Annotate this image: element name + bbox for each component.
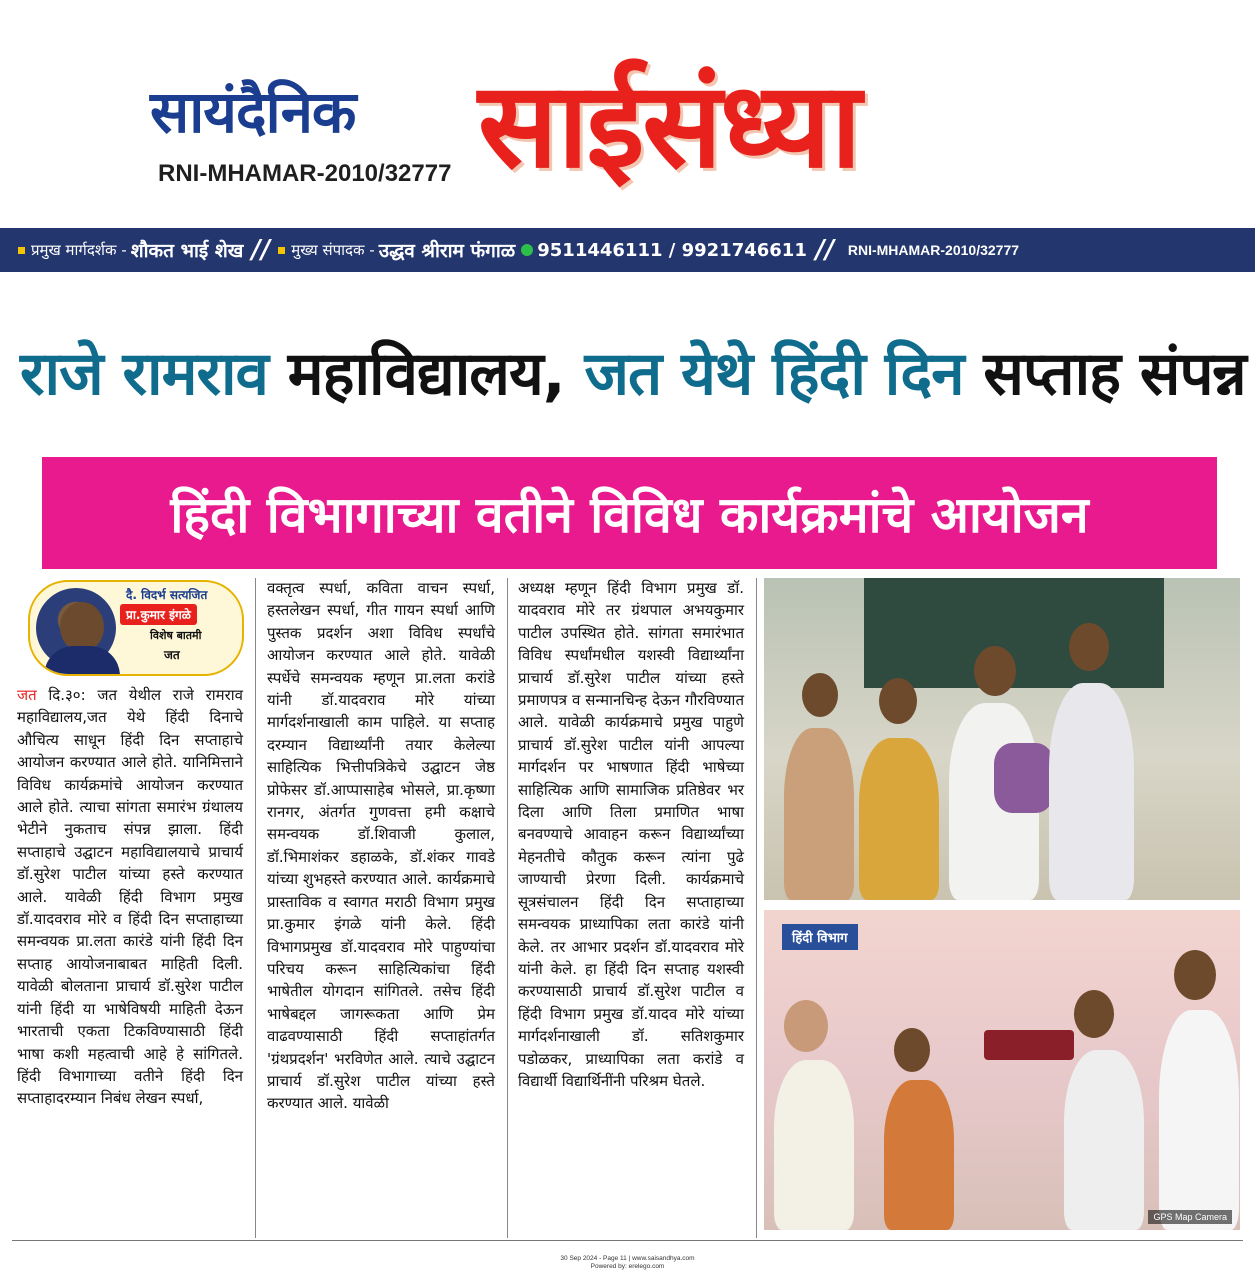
masthead-big-title: साईसंध्या [478, 56, 860, 194]
photo-person-head [802, 673, 838, 717]
event-photo-1 [764, 578, 1240, 900]
article-dateline: जत [17, 686, 37, 704]
article-column-1-text: दि.३०: जत येथील राजे रामराव महाविद्यालय,जत येथे हिंदी दिनाचे औचित्य साधून हिंदी दिन सप्ताहाचे आयोजन करण्यात आले होते. यानिमित्ताने विविध कार्यक्रमांचे आयोजन करण्यात आले होते. त्याचा सांगता समारंभ ग्रंथालय भेटीने नुकताच संपन्न झाला. हिंदी सप्ताहाचे उद्घाटन महाविद्यालयाचे प्राचार्य डॉ.सुरेश पाटील यांच्या हस्ते करण्यात आले. यावेळी हिंदी विभाग प्रमुख डॉ.यादवराव मोरे व हिंदी दिन सप्ताहाच्या समन्वयक प्रा.लता कारंडे यांनी हिंदी दिन सप्ताह आयोजनाबाबत माहिती दिली. यावेळी बोलताना प्राचार्य डॉ.सुरेश पाटील यांनी हिंदी या भाषेविषयी माहिती देऊन भारताची एकता टिकविण्यासाठी हिंदी भाषा कशी महत्वाची आहे हे सांगितले. हिंदी विभागाच्या वतीने हिंदी दिन सप्ताहादरम्यान निबंध लेखन स्पर्धा, [17, 686, 243, 1108]
guide-label: प्रमुख मार्गदर्शक - [31, 241, 127, 259]
photo-person-head [1174, 950, 1216, 1000]
bullet-icon [18, 247, 25, 254]
photo-person-head [894, 1028, 930, 1072]
editor-name: उद्धव श्रीराम फंगाळ [378, 240, 516, 262]
byline-paper: दै. विदर्भ सत्यजित [126, 588, 208, 602]
photo-person [1049, 683, 1134, 900]
photo-watermark: GPS Map Camera [1148, 1210, 1232, 1224]
headline-part-3: जत येथे हिंदी दिन [584, 339, 964, 409]
photo-sign: हिंदी विभाग [782, 924, 858, 950]
column-divider [756, 578, 757, 1238]
article-column-2 [267, 577, 495, 1115]
headline-part-4: सप्ताह संपन्न [983, 339, 1246, 409]
article-column-2-text: वक्तृत्व स्पर्धा, कविता वाचन स्पर्धा, हस्तलेखन स्पर्धा, गीत गायन स्पर्धा आणि पुस्तक प्रदर्शन अशा विविध स्पर्धांचे आयोजन करण्यात आले होते. यावेळी स्पर्धेचे समन्वयक म्हणून प्रा.लता करांडे यांनी डॉ.यादवराव मोरे यांच्या मार्गदर्शनाखाली काम पाहिले. या सप्ताह दरम्यान विद्यार्थ्यांनी तयार केलेल्या साहित्यिक भित्तीपत्रिकेचे उद्घाटन जेष्ठ प्रोफेसर डॉ.आप्पासाहेब भोसले, प्रा.कृष्णा रानगर, अंतर्गत गुणवत्ता हमी कक्षाचे समन्वयक डॉ.शिवाजी कुलाल, डॉ.भिमाशंकर डहाळके, डॉ.शंकर गावडे यांच्या शुभहस्ते करण्यात आले. कार्यक्रमाचे प्रास्ताविक व स्वागत मराठी विभाग प्रमुख प्रा.कुमार इंगळे यांनी केले. हिंदी विभागप्रमुख डॉ.यादवराव मोरे पाहुण्यांचा परिचय करून साहित्यिकांचा हिंदी भाषेतील योगदान सांगितले. तसेच हिंदी भाषेबद्दल जागरूकता आणि प्रेम वाढवण्यासाठी हिंदी सप्ताहांतर्गत 'ग्रंथप्रदर्शन' भरविणेत आले. त्याचे उद्घाटन प्राचार्य डॉ.सुरेश पाटील यांच्या हस्ते करण्यात आले. यावेळी [267, 579, 495, 1113]
bullet-icon [278, 247, 285, 254]
photo-person-head [784, 1000, 828, 1052]
photo-person [884, 1080, 954, 1230]
separator-icon: // [812, 235, 837, 265]
reporter-face [60, 602, 104, 652]
photo-ribbon [984, 1030, 1074, 1060]
photo-person [1159, 1010, 1239, 1230]
guide-segment [0, 237, 243, 263]
subheadline: हिंदी विभागाच्या वतीने विविध कार्यक्रमांचे आयोजन [170, 486, 1089, 544]
byline-reporter: प्रा.कुमार इंगळे [120, 604, 197, 625]
masthead [0, 0, 1255, 225]
editor-segment [278, 237, 807, 263]
footer-line-2: Powered by: erelego.com [590, 1263, 665, 1270]
separator-icon: // [248, 235, 273, 265]
byline-place: जत [164, 648, 180, 662]
subheadline-banner [42, 457, 1217, 569]
editor-label: मुख्य संपादक - [291, 241, 375, 259]
phone-numbers: 9511446111 / 9921746611 [537, 239, 807, 261]
reporter-byline [28, 580, 244, 676]
photo-person-head [974, 646, 1016, 696]
reporter-photo [36, 588, 116, 668]
masthead-small-title: सायंदैनिक [150, 78, 356, 146]
footer-line-1: 30 Sep 2024 - Page 11 | www.saisandhya.com [560, 1255, 695, 1262]
photo-person [774, 1060, 854, 1230]
photo-person [859, 738, 939, 900]
photo-person-head [1074, 990, 1114, 1038]
photo-person-head [879, 678, 917, 724]
strip-rni: RNI-MHAMAR-2010/32777 [847, 242, 1020, 258]
editorial-strip [0, 228, 1255, 272]
photo-person [1064, 1050, 1144, 1230]
article-column-3-text: अध्यक्ष म्हणून हिंदी विभाग प्रमुख डॉ. यादवराव मोरे तर ग्रंथपाल अभयकुमार पाटील उपस्थित होते. सांगता समारंभात विविध स्पर्धांमधील यशस्वी विद्यार्थ्यांना प्राचार्य डॉ.सुरेश पाटील यांच्या हस्ते प्रमाणपत्र व सन्मानचिन्ह देऊन गौरविण्यात आले. यावेळी कार्यक्रमाचे प्रमुख पाहुणे प्राचार्य डॉ.सुरेश पाटील यांनी आपल्या मार्गदर्शन पर भाषणात हिंदी भाषेच्या साहित्यिक आणि सामाजिक प्रतिष्ठेवर भर दिला आणि तिला प्रमाणित भाषा बनवण्याचे आवाहन करून विद्यार्थ्यांच्या मेहनतीचे कौतुक करून त्यांना पुढे जाण्याची प्रेरणा दिली. कार्यक्रमाचे सूत्रसंचालन हिंदी दिन सप्ताहाच्या समन्वयक प्राध्यापिका लता कारंडे यांनी केले. तर आभार प्रदर्शन डॉ.यादवराव मोरे यांनी केले. हा हिंदी दिन सप्ताह यशस्वी करण्यासाठी प्राचार्य डॉ.सुरेश पाटील व हिंदी विभाग प्रमुख डॉ.यादव मोरे यांच्या मार्गदर्शनाखाली डॉ. सतिशकुमार पडोळकर, प्राध्यापिका लता करांडे व विद्यार्थी विद्यार्थिनींनी परिश्रम घेतले. [518, 579, 744, 1090]
photo-person-head [1069, 623, 1109, 671]
article-column-3 [518, 577, 744, 1092]
byline-role: विशेष बातमी [150, 629, 202, 642]
photo-person [784, 728, 854, 900]
article-column-1 [17, 684, 243, 1110]
headline-part-1: राजे रामराव [20, 339, 268, 409]
reporter-body [44, 646, 120, 676]
masthead-rni: RNI-MHAMAR-2010/32777 [158, 160, 452, 187]
guide-name: शौकत भाई शेख [130, 240, 244, 262]
event-photo-2 [764, 910, 1240, 1230]
bottom-rule [12, 1240, 1243, 1241]
whatsapp-icon [521, 244, 533, 256]
photo-bouquet [994, 743, 1054, 813]
main-headline [20, 330, 1246, 430]
column-divider [507, 578, 508, 1238]
page-footer [0, 1255, 1255, 1271]
column-divider [255, 578, 256, 1238]
headline-part-2: महाविद्यालय, [287, 339, 565, 409]
